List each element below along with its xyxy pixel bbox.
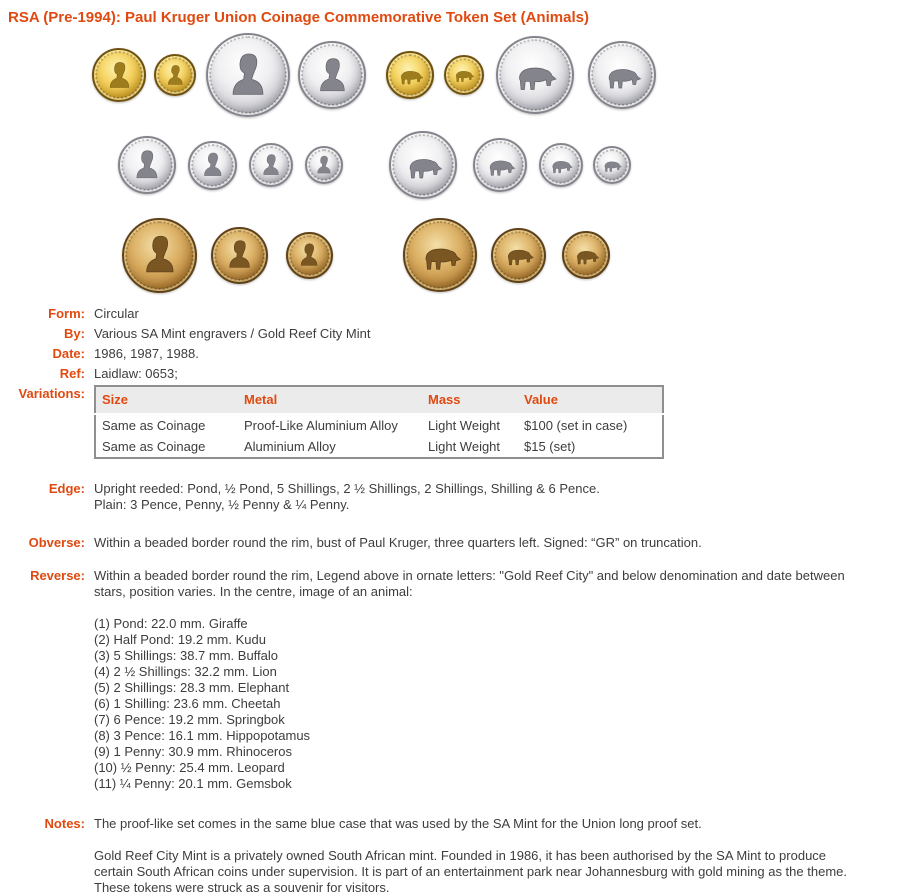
variations-cell: Light Weight [428, 439, 501, 454]
ref-row [0, 364, 900, 384]
edge-row [0, 481, 900, 513]
notes-label: Notes: [44, 816, 85, 831]
animal-list-item: (4) 2 ½ Shillings: 32.2 mm. Lion [94, 664, 277, 679]
variations-cell: $15 (set) [524, 439, 576, 454]
coin-row [92, 210, 900, 300]
variations-col-header: Size [95, 386, 238, 414]
variations-table-row [95, 436, 663, 458]
coin-penny-bronze-rhinoceros-reverse [403, 218, 477, 292]
variations-cell: Proof-Like Aluminium Alloy [244, 418, 398, 433]
edge-label: Edge: [48, 481, 85, 496]
coin-penny-bronze-kruger-obverse [122, 218, 197, 293]
coin-shilling-silver-cheetah-reverse [473, 138, 527, 192]
variations-cell: Same as Coinage [102, 418, 206, 433]
variations-cell: Same as Coinage [102, 439, 206, 454]
reverse-line-1: Within a beaded border round the rim, Legend above in ornate letters: "Gold Reef City" and below denomination and date between [94, 568, 845, 583]
reverse-label: Reverse: [30, 568, 85, 583]
form-value: Circular [94, 306, 139, 321]
animal-list-item: (3) 5 Shillings: 38.7 mm. Buffalo [94, 648, 279, 663]
notes-row [0, 816, 900, 896]
ref-label: Ref: [59, 366, 85, 381]
variations-table-row [95, 414, 663, 436]
coin-pond-gold-giraffe-reverse [386, 51, 434, 99]
date-label: Date: [52, 346, 85, 361]
coin-shilling-silver-kruger-obverse [188, 141, 237, 190]
coin-quarter-penny-bronze-kruger-obverse [286, 232, 333, 279]
coin-half-penny-bronze-leopard-reverse [491, 228, 546, 283]
coin-2-shillings-silver-elephant-reverse [389, 131, 457, 199]
animal-list-item: (2) Half Pond: 19.2 mm. Kudu [94, 632, 266, 647]
date-value: 1986, 1987, 1988. [94, 346, 199, 361]
notes-paragraph-2-line-2: certain South African coins under supervision. It is part of an entertainment park near Johannesburg with gold mining as the theme. [94, 864, 847, 879]
edge-line-1: Upright reeded: Pond, ½ Pond, 5 Shillings, 2 ½ Shillings, 2 Shillings, Shilling & 6 Pence. [94, 481, 600, 496]
coin-row [92, 30, 900, 120]
animal-list-item: (6) 1 Shilling: 23.6 mm. Cheetah [94, 696, 281, 711]
animal-list-item: (9) 1 Penny: 30.9 mm. Rhinoceros [94, 744, 292, 759]
coin-5-shillings-silver-buffalo-reverse [496, 36, 574, 114]
animal-denomination-list [94, 616, 845, 792]
coin-half-pond-gold-kudu-reverse [444, 55, 484, 95]
form-row [0, 304, 900, 324]
coin-3-pence-silver-kruger-obverse [305, 146, 343, 184]
coin-6-pence-silver-springbok-reverse [539, 143, 583, 187]
variations-col-header: Value [518, 386, 663, 414]
ref-value: Laidlaw: 0653; [94, 366, 178, 381]
obverse-label: Obverse: [28, 535, 85, 550]
animal-list-item: (7) 6 Pence: 19.2 mm. Springbok [94, 712, 285, 727]
obverse-text: Within a beaded border round the rim, bust of Paul Kruger, three quarters left. Signed: “GR” on truncation. [94, 535, 702, 550]
page-title: RSA (Pre-1994): Paul Kruger Union Coinage Commemorative Token Set (Animals) [8, 9, 589, 26]
coin-half-penny-bronze-kruger-obverse [211, 227, 268, 284]
reverse-row [0, 568, 900, 792]
notes-paragraph-2-line-3: These tokens were struck as a souvenir for visitors. [94, 880, 390, 895]
coin-set-images [0, 30, 900, 300]
variations-cell: $100 (set in case) [524, 418, 628, 433]
animal-list-item: (10) ½ Penny: 25.4 mm. Leopard [94, 760, 285, 775]
variations-col-header: Metal [238, 386, 422, 414]
coin-pond-gold-kruger-obverse [92, 48, 146, 102]
animal-list-item: (11) ¼ Penny: 20.1 mm. Gemsbok [94, 776, 292, 791]
by-value: Various SA Mint engravers / Gold Reef City Mint [94, 326, 371, 341]
variations-header-row [95, 386, 663, 414]
by-label: By: [64, 326, 85, 341]
coin-2-half-shillings-silver-lion-reverse [588, 41, 656, 109]
reverse-line-2: stars, position varies. In the centre, image of an animal: [94, 584, 413, 599]
by-row [0, 324, 900, 344]
variations-cell: Aluminium Alloy [244, 439, 336, 454]
coin-3-pence-silver-hippopotamus-reverse [593, 146, 631, 184]
details-section [0, 304, 900, 896]
coin-2-shillings-silver-kruger-obverse [118, 136, 176, 194]
coin-2-half-shillings-silver-kruger-obverse [298, 41, 366, 109]
date-row [0, 344, 900, 364]
coin-row [92, 120, 900, 210]
variations-cell: Light Weight [428, 418, 501, 433]
obverse-row [0, 535, 900, 551]
variations-col-header: Mass [422, 386, 518, 414]
animal-list-item: (5) 2 Shillings: 28.3 mm. Elephant [94, 680, 290, 695]
notes-paragraph-1: The proof-like set comes in the same blue case that was used by the SA Mint for the Union long proof set. [94, 816, 702, 831]
variations-table [94, 385, 664, 459]
coin-5-shillings-silver-kruger-obverse [206, 33, 290, 117]
edge-line-2: Plain: 3 Pence, Penny, ½ Penny & ¼ Penny. [94, 497, 350, 512]
variations-label: Variations: [18, 386, 85, 401]
coin-half-pond-gold-kruger-obverse [154, 54, 196, 96]
notes-paragraph-2-line-1: Gold Reef City Mint is a privately owned South African mint. Founded in 1986, it has been authorised by the SA Mint to produce [94, 848, 827, 863]
page [0, 9, 900, 893]
variations-row [0, 384, 900, 459]
coin-quarter-penny-bronze-gemsbok-reverse [562, 231, 610, 279]
form-label: Form: [48, 306, 85, 321]
coin-6-pence-silver-kruger-obverse [249, 143, 293, 187]
animal-list-item: (1) Pond: 22.0 mm. Giraffe [94, 616, 248, 631]
animal-list-item: (8) 3 Pence: 16.1 mm. Hippopotamus [94, 728, 311, 743]
